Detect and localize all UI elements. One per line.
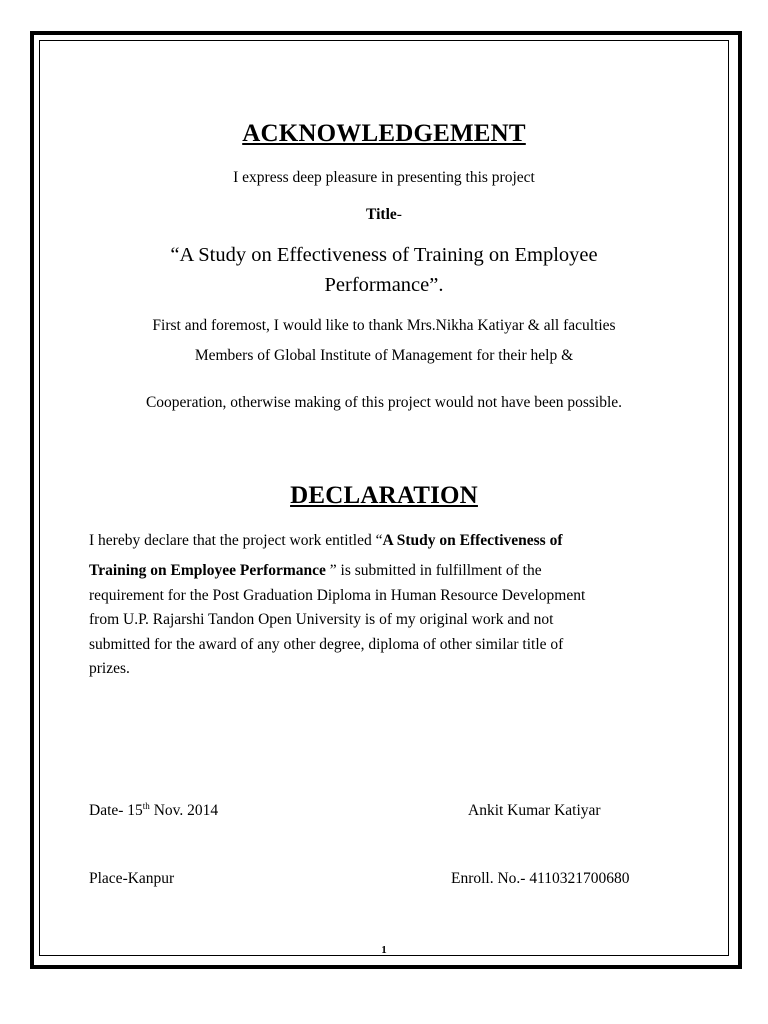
project-title-text-1: A Study on Effectiveness of Training on Employee xyxy=(179,244,598,266)
declaration-line-3: requirement for the Post Graduation Diploma in Human Resource Development xyxy=(89,586,586,604)
declaration-bold-title-1: A Study on Effectiveness of xyxy=(382,532,563,549)
project-title-text-2: Performance xyxy=(324,274,430,296)
declaration-heading: DECLARATION xyxy=(290,482,478,509)
declaration-bold-title-2: Training on Employee Performance xyxy=(89,562,326,579)
declaration-line-1 xyxy=(89,531,679,551)
title-label-suffix: - xyxy=(396,206,402,223)
place: Place-Kanpur xyxy=(89,870,175,887)
declaration-line-2 xyxy=(89,559,679,584)
project-title-close-quote: ”. xyxy=(429,274,444,296)
date-superscript: th xyxy=(142,800,150,811)
thanks-line-3: Cooperation, otherwise making of this project would not have been possible. xyxy=(145,394,623,411)
thanks-line-2: Members of Global Institute of Management for their help & xyxy=(194,347,574,364)
project-title-line-1 xyxy=(0,240,768,270)
thanks-line-1: First and foremost, I would like to thank Mrs.Nikha Katiyar & all faculties xyxy=(152,317,616,334)
date-prefix: Date- 15 xyxy=(89,802,143,819)
declaration-paragraph xyxy=(89,531,679,682)
acknowledgement-heading: ACKNOWLEDGEMENT xyxy=(242,120,526,147)
project-title-open-quote: “ xyxy=(170,244,180,266)
declaration-line-5: submitted for the award of any other degree, diploma of other similar title of xyxy=(89,635,564,653)
declaration-line-6: prizes. xyxy=(89,660,130,677)
acknowledgement-intro: I express deep pleasure in presenting this project xyxy=(233,169,535,186)
page-number: 1 xyxy=(381,944,387,956)
title-label-text: Title xyxy=(366,206,397,223)
project-title-line-2 xyxy=(0,270,768,300)
enrollment-number: Enroll. No.- 4110321700680 xyxy=(451,870,630,887)
declaration-line-4: from U.P. Rajarshi Tandon Open University is of my original work and not xyxy=(89,611,554,628)
declaration-line-2-tail: ” is submitted in fulfillment of the xyxy=(325,562,542,579)
author-name: Ankit Kumar Katiyar xyxy=(468,802,601,819)
date-line xyxy=(89,802,218,820)
date-suffix: Nov. 2014 xyxy=(149,802,219,819)
declaration-lead: I hereby declare that the project work entitled “ xyxy=(89,532,383,549)
project-title-label xyxy=(0,206,768,224)
